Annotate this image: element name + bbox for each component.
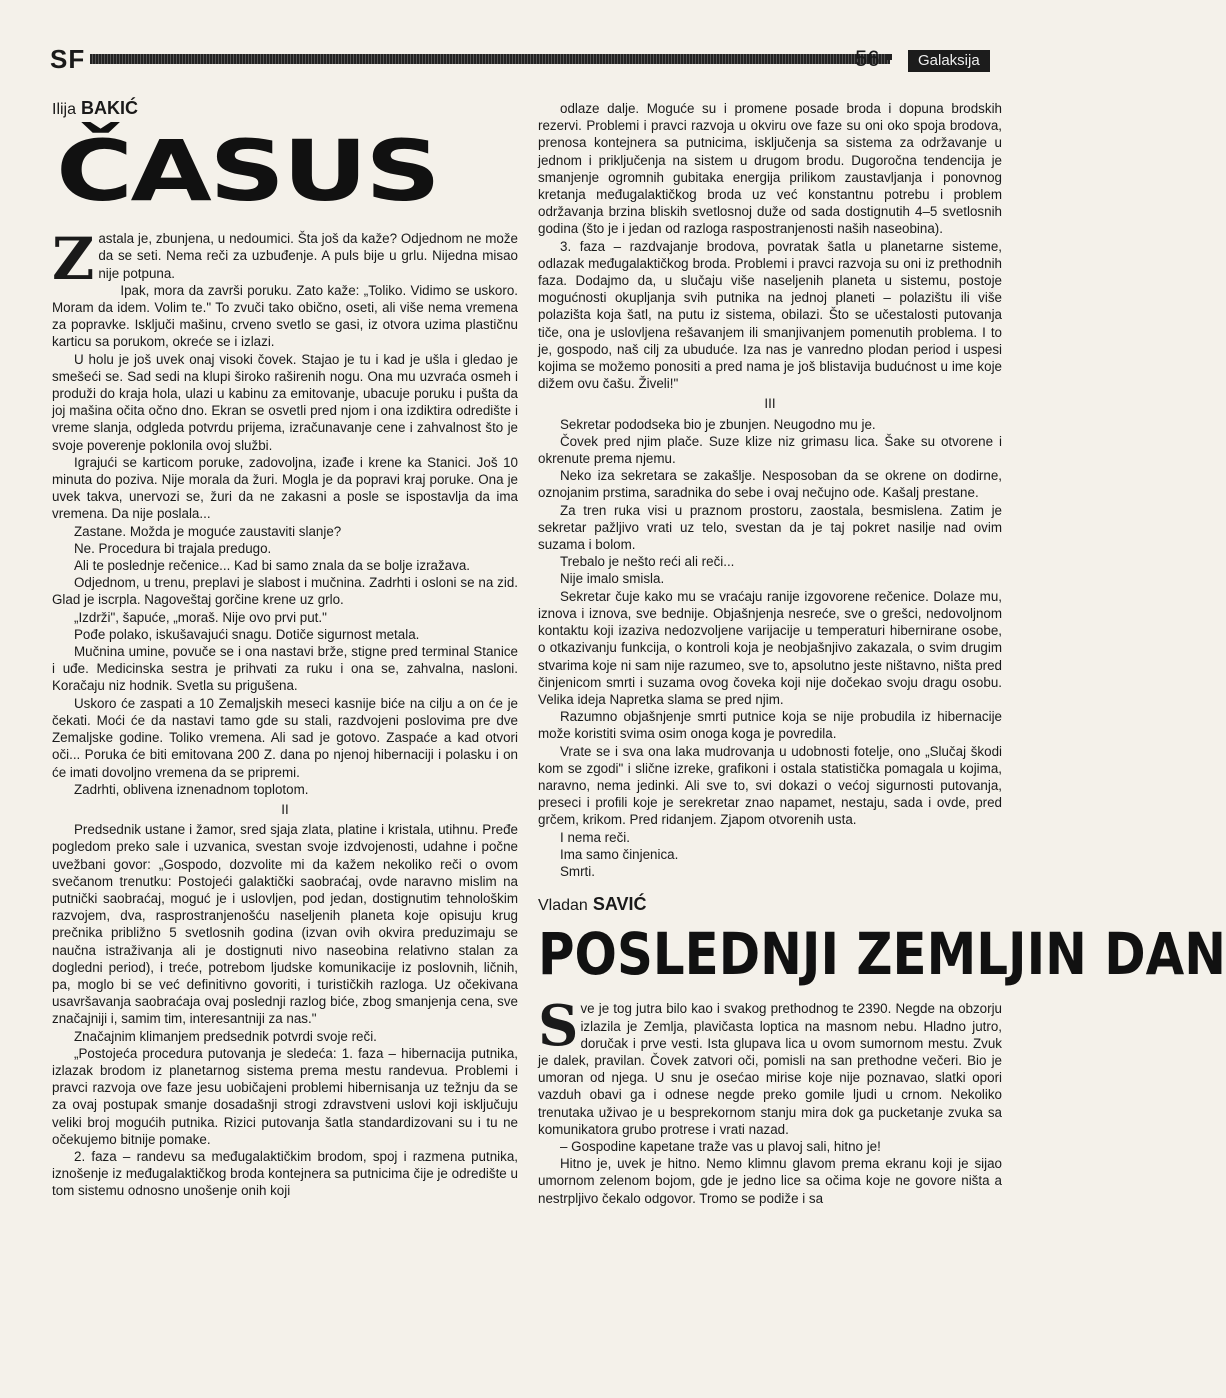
paragraph: Za tren ruka visi u praznom prostoru, zaostala, besmislena. Zatim je sekretar pažljivo vrati uz telo, svestan da je taj pokret nasilje nad ovim suzama i bolom. <box>538 502 1002 553</box>
story1-author-first: Ilija <box>52 101 77 118</box>
paragraph: I nema reči. <box>560 829 630 845</box>
paragraph: Ali te poslednje rečenice... Kad bi samo znala da se bolje izražava. <box>74 558 470 574</box>
story2-author-last: SAVIĆ <box>592 894 647 915</box>
paragraph: Čovek pred njim plače. Suze klize niz grimasu lica. Šake su otvorene i okrenute prema njemu. <box>538 433 1002 467</box>
paragraph: Zadrhti, oblivena iznenadnom toplotom. <box>74 781 309 797</box>
story1-body-part3 <box>538 100 1002 392</box>
story1-dropcap: Z <box>52 225 95 294</box>
story2-dropcap: S <box>538 993 579 1060</box>
paragraph: odlaze dalje. Moguće su i promene posade broda i dopuna brodskih rezervi. Problemi i pravci razvoja u okviru ove faze su oni oko spoja brodova, prenosa kontejnera sa putnicima, isključenja sa sistema za održavanje u jednom i priključenja na sistem u drugom brodu. Dugoročna tendencija je smanjenje ogromnih gubitaka energija prilikom zaustavljanja i ponovnog kretanja međugalaktičkog broda uz već konstantnu potrebu i problem održavanja brzina bliskih svetlosnoj duže od sada dostignutih 4–5 svetlosnih godina (što je i jedan od razloga raspostranjenosti naših naseobina). <box>538 101 1002 237</box>
paragraph: Trebalo je nešto reći ali reči... <box>560 554 735 570</box>
story1-body-part4 <box>538 416 1002 880</box>
page-number: 56 <box>855 46 880 71</box>
story1-author-last: BAKIĆ <box>81 98 139 118</box>
right-column <box>538 100 1226 1207</box>
paragraph: Razumno objašnjenje smrti putnice koja se nije probudila iz hibernacije može koristiti svima osim onoga koga je povredila. <box>538 709 1002 742</box>
paragraph: Uskoro će zaspati a 10 Zemaljskih meseci kasnije biće na cilju a on će je čekati. Moći će da nastavi tamo gde su stali, razdvojeni poslovima pre dve Zemaljske godine. Toliko vremena. Ali sad je gotovo. Zaspaće a kad otvori oči... Poruka će biti emitovana 200 Z. dana po njenoj hibernaciji i polasku i on će imati dovoljno vremena da se pripremi. <box>52 695 518 780</box>
paragraph: U holu je još uvek onaj visoki čovek. Stajao je tu i kad je ušla i gledao je smešeći se. Sad sedi na klupi široko raširenih nogu. Ona mu uzvraća osmeh i produži do kraja hola, ulazi u kabinu za emitovanje, ubacuje poruku i pušta da joj mašina očita očno dno. Ekran se osvetli pred njom i ona izdiktira odredište i vreme slanja, odgleda potvrdu prijema, izračunavanje cene i zahvalnost što je svoje poverenje poklonila ovoj službi. <box>52 351 518 453</box>
paragraph: Ipak, mora da završi poruku. Zato kaže: „Toliko. Vidimo se uskoro. Moram da idem. Volim te." To zvuči tako obično, oseti, ali više nema vremena za popravke. Isključi mašinu, crveno svetlo se gasi, iz otvora uzima plastičnu karticu sa porukom, okreće se i izlazi. <box>52 282 518 350</box>
separator-dot <box>886 54 892 60</box>
paragraph: Zastane. Možda je moguće zaustaviti slanje? <box>74 523 342 539</box>
paragraph: 3. faza – razdvajanje brodova, povratak šatla u planetarne sisteme, odlazak međugalaktičkog broda. Problemi i pravci razvoja su oni iz prethodnih faza. Dodajmo da, u slučaju više naseljenih planeta u sistemu, postoje mogućnosti okupljanja svih putnika na jednoj planeti – polazištu ili više polazišta koja šatl, na putu iz sistema, obilazi. Što se učestalosti putovanja tiče, ona je uslovljena rešavanjem ili smanjivanjem pomenutih problema. I to je, gospodo, naš cilj za ubuduće. Iza nas je vanredno plodan period i uspesi kojima se možemo ponositi a pred nama je još blistavija budućnost u ime koje dižem ovu čašu. Živeli!" <box>538 238 1002 392</box>
paragraph: „Postojeća procedura putovanja je sledeća: 1. faza – hibernacija putnika, izlazak brodom iz planetarnog sistema prema mestu randevua. Problemi i pravci razvoja ove faze jesu uobičajeni problemi hibernisanja uz težnju da se za ovaj postupak smanje dosadašnji strogi zdravstveni uslovi koji isključuju veliki broj mogućih putnika. Rizici putovanja šatla standardizovani su i tu ne očekujemo bitnije pomake. <box>52 1045 518 1147</box>
paragraph: Predsednik ustane i žamor, sred sjaja zlata, platine i kristala, utihnu. Pređe pogledom preko sale i uzvanica, svestan svoje izdvojenosti, udahne i počne uvežbani govor: „Gospodo, dozvolite mi da kažem nekoliko reči o ovom svečanom trenutku: Postojeći galaktički saobraćaj, ovde naravno mislim na putnički saobraćaj, moguć je i uslovljen, pod jedan, dostignutim tehnološkim razvojem, dva, rasprostranjenošću naseljenih planeta koje opisuju krug prečnika približno 5 svetlosnih godina (izvan ovih okvira preduzimaju se naučna istraživanja ali je dostignuti nivo naseobina relativno stalan za dogledni period), i treće, potrebom ljudske komunikacije iz poslovnih, ličnih, pa, moglo bi se već definitivno govoriti, i turističkih razloga. Uz očekivana usavršavanja saobraćaja ovaj poslednji razlog biće, zbog smanjenja cena, sve značajniji i, samim tim, interesantniji za nas." <box>52 822 518 1027</box>
section-marker-2: II <box>281 801 289 817</box>
story1-body-part2 <box>52 821 518 1199</box>
paragraph: Mučnina umine, povuče se i ona nastavi brže, stigne pred terminal Stanice i uđe. Medicinska sestra je prihvati za ruku i ona se, zahvalna, nasloni. Koračaju niz hodnik. Svetla su prigušena. <box>52 644 518 694</box>
paragraph: Odjednom, u trenu, preplavi je slabost i mučnina. Zadrhti i osloni se na zid. Glad je iscrpla. Nagoveštaj gorčine krene uz grlo. <box>52 575 518 608</box>
paragraph: – Gospodine kapetane traže vas u plavoj sali, hitno je! <box>560 1138 881 1154</box>
story2-first-paragraph: Sve je tog jutra bilo kao i svakog prethodnog te 2390. Negde na obzorju izlazila je Zemlja, plavičasta loptica na masnom nebu. Hladno jutro, doručak i prve vesti. Ista glupava lica u ovom sumornom mestu. Zvuk je dalek, pravilan. Čovek zatvori oči, pomisli na san prethodne večeri. Bio je umoran od njega. U snu je osećao mirise koje nije poznavao, slatki opori vazduh obavi ga i odnese negde preko gomile ljudi u crnom. Nekoliko trenutaka uživao je u besprekornom stanju mira dok ga pucketanje zvuka sa komunikatora grubo protrese i vrati nazad. <box>538 993 1002 1137</box>
left-column <box>52 100 518 1200</box>
paragraph: 2. faza – randevu sa međugalaktičkim brodom, spoj i razmena putnika, iznošenje iz međugalaktičkog broda kontejnera sa putnicima čije je odredište u tom sistemu odnosno unošenje onih koji <box>52 1148 518 1199</box>
paragraph: Nije imalo smisla. <box>560 571 665 587</box>
brand-label: Galaksija <box>908 50 990 72</box>
paragraph: „Izdrži", šapuće, „moraš. Nije ovo prvi put." <box>74 609 327 625</box>
paragraph: Hitno je, uvek je hitno. Nemo klimnu glavom prema ekranu koji je sijao umornom zelenom bojom, gde je jedno lice sa očima koje ne govore ništa a nestrpljivo čekalo odgovor. Tromo se podiže i sa <box>538 1156 1002 1206</box>
paragraph: Ima samo činjenica. <box>560 846 679 862</box>
paragraph: Smrti. <box>560 863 595 879</box>
story1-first-paragraph: Zastala je, zbunjena, u nedoumici. Šta još da kaže? Odjednom ne može da se seti. Nema reči za uzbuđenje. A puls bije u grlu. Nijedna misao nije potpuna. <box>52 225 518 294</box>
story2-author <box>538 896 1002 914</box>
story1-author <box>52 100 518 118</box>
paragraph: Neko iza sekretara se zakašlje. Nesposoban da se okrene on dodirne, oznojanim prstima, saradnika do sebe i ovaj nečujno ode. Kašalj prestane. <box>538 468 1002 501</box>
story2-title: POSLEDNJI ZEMLJIN DAN <box>538 920 1226 989</box>
story1-title: ČASUS <box>56 122 439 221</box>
section-marker-3: III <box>764 396 776 412</box>
paragraph: Sekretar čuje kako mu se vraćaju ranije izgovorene rečenice. Dolaze mu, iznova i iznova, sve bednije. Objašnjenja nesreće, sve o grešci, nedovoljnom kontaktu koji izaziva nedozvoljene varijacije u temperaturi hibernirane osobe, o otkazivanju funkcija, o kontroli koja je neobjašnjivo zakazala, o svim drugim stvarima koje ni sam nije razumeo, sve to, apsolutno jeste ništavno, ništa pred činjenicom smrti i suzama ovog čoveka koji nije dočekao svoju dragu osobu. Velika ideja Napretka slama se pred njim. <box>538 588 1002 707</box>
paragraph: Vrate se i sva ona laka mudrovanja u udobnosti fotelje, ono „Slučaj škodi kom se zgodi" i slične izreke, grafikoni i ostala statistička pomagala u kojima, naravno, nema jedinki. Ali sve to, svi dokazi o većoj sigurnosti putovanja, preseci i profili koje je serekretar znao napamet, nestaju, sada i ovde, pred grčem, krikom. Pred ridanjem. Zjapom otvorenih usta. <box>538 743 1002 828</box>
paragraph: Pođe polako, iskušavajući snagu. Dotiče sigurnost metala. <box>74 626 420 642</box>
paragraph: Sekretar pododseka bio je zbunjen. Neugodno mu je. <box>560 416 876 432</box>
story2-body <box>538 993 1002 1206</box>
paragraph: Ne. Procedura bi trajala predugo. <box>74 540 272 556</box>
paragraph: Značajnim klimanjem predsednik potvrdi svoje reči. <box>74 1028 377 1044</box>
page-header <box>50 44 1010 74</box>
header-rule <box>90 54 890 64</box>
magazine-code: SF <box>50 44 86 74</box>
paragraph: Igrajući se karticom poruke, zadovoljna, izađe i krene ka Stanici. Još 10 minuta do poziva. Nije morala da žuri. Mogla je da popravi kraj poruke. Ona je uvek takva, unervozi se, žuri da ne zakasni a posle se ispostavlja da ima vremena. Da nije poslala... <box>52 454 518 522</box>
story2-author-first: Vladan <box>538 897 588 915</box>
story1-body <box>52 225 518 798</box>
